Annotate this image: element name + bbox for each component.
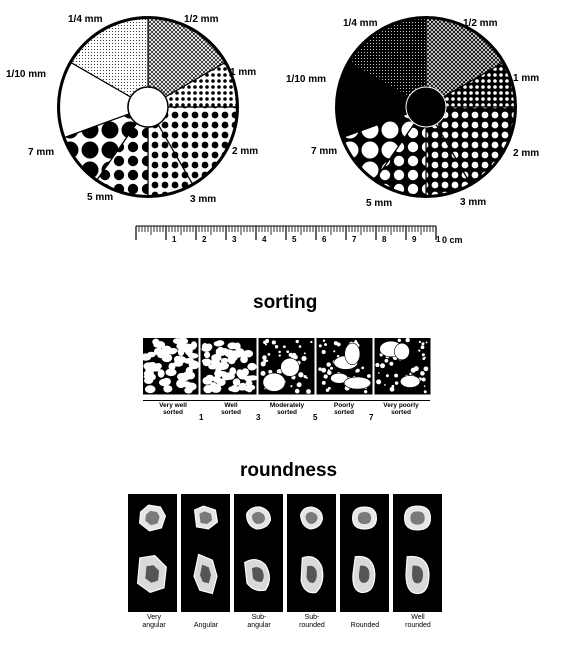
sorting-grain [375, 363, 379, 367]
sorting-grain [183, 343, 194, 352]
sorting-grain [225, 372, 235, 380]
sorting-grain [418, 350, 420, 352]
sorting-grain [386, 374, 389, 377]
label-7-mm-right: 7 mm [311, 146, 338, 157]
sorting-grain [247, 363, 256, 371]
sorting-grain [318, 367, 322, 371]
sorting-grain-large [394, 343, 409, 360]
size-wheel-light [58, 17, 238, 197]
size-wheel-dark [336, 17, 516, 197]
label-2-mm-right: 2 mm [513, 148, 540, 159]
label-2-mm-left: 2 mm [232, 146, 259, 157]
sorting-grain [202, 359, 212, 364]
sorting-grain [216, 378, 225, 386]
sorting-grain [384, 384, 386, 386]
sorting-grain [268, 353, 271, 356]
sorting-grain [398, 339, 401, 342]
sorting-grain [422, 353, 425, 356]
sorting-caption-3: Moderately sorted [269, 402, 305, 416]
sorting-grain [330, 367, 333, 370]
roundness-caption-3: Sub- angular [247, 614, 271, 629]
sorting-grain [378, 372, 380, 374]
label-3-mm-right: 3 mm [460, 197, 487, 208]
sorting-grain [144, 377, 153, 384]
sorting-grain [390, 387, 395, 392]
label-5-mm-left: 5 mm [87, 192, 114, 203]
label-half-mm-right: 1/2 mm [463, 18, 498, 29]
label-tenth-mm-right: 1/10 mm [286, 74, 327, 85]
ruler-num-3: 3 [232, 235, 237, 244]
ruler-num-1: 1 [172, 235, 177, 244]
label-half-mm-left: 1/2 mm [184, 14, 219, 25]
sorting-grain [176, 359, 183, 364]
label-7-mm-left: 7 mm [28, 147, 55, 158]
sorting-grain [367, 374, 371, 378]
sorting-grain [328, 369, 330, 371]
sorting-title: sorting [253, 292, 318, 313]
ruler-num-9: 9 [412, 235, 417, 244]
sorting-grain [385, 359, 389, 363]
sorting-grain [277, 369, 281, 373]
sorting-grain [326, 388, 329, 391]
roundness-grain-shade [358, 512, 371, 524]
sorting-grain [261, 371, 266, 376]
sorting-grain [319, 344, 322, 347]
sorting-grain [233, 378, 241, 385]
sorting-grain [158, 369, 165, 377]
sorting-scale-5: 5 [313, 413, 318, 422]
sorting-grain [173, 338, 182, 344]
sorting-grain [298, 372, 303, 377]
sorting-grain [246, 385, 253, 390]
sorting-grain [183, 373, 191, 378]
sorting-grain [180, 381, 191, 387]
sorting-grain [419, 377, 421, 379]
sorting-grain [321, 368, 326, 373]
sorting-grain [184, 358, 195, 364]
sorting-grain [153, 342, 162, 347]
sorting-grain [361, 366, 364, 369]
sorting-grain [247, 375, 258, 380]
sorting-grain [184, 387, 192, 394]
roundness-title: roundness [240, 460, 338, 481]
sorting-grain [422, 357, 425, 360]
sorting-grain [204, 352, 210, 358]
sorting-scale-1: 1 [199, 413, 204, 422]
sorting-caption-5: Very poorly sorted [383, 402, 419, 416]
sorting-grain [246, 380, 253, 386]
sorting-grain [364, 390, 367, 393]
label-tenth-mm-left: 1/10 mm [6, 69, 47, 80]
sorting-grain [422, 378, 426, 382]
sorting-grain [426, 341, 428, 343]
sorting-grain-large [263, 373, 285, 391]
roundness-panels [128, 494, 448, 614]
ruler-num-4: 4 [262, 235, 267, 244]
sorting-grain [376, 379, 381, 384]
sorting-grain [304, 352, 306, 354]
sorting-grain [262, 355, 267, 360]
sorting-grain [211, 360, 217, 365]
ruler-num-2: 2 [202, 235, 207, 244]
sorting-grain [414, 366, 419, 371]
dark-center [406, 87, 446, 127]
sorting-grain [334, 341, 338, 345]
sorting-grain [297, 382, 302, 387]
sorting-grain [278, 354, 280, 356]
sorting-scale-7: 7 [369, 413, 374, 422]
sorting-grain [394, 374, 398, 378]
sorting-grain [389, 362, 393, 366]
sorting-grain [324, 374, 328, 378]
sorting-grain [238, 372, 247, 379]
sorting-grain [306, 377, 308, 379]
sorting-caption-4: Poorly sorted [333, 402, 355, 416]
sorting-grain-large [345, 343, 360, 365]
sorting-grain [322, 381, 326, 385]
ruler-cm-label: 0 cm [442, 235, 463, 245]
sorting-grain [159, 379, 170, 387]
sorting-scale-3: 3 [256, 413, 261, 422]
sorting-grain [154, 348, 163, 355]
sorting-grain [421, 342, 424, 345]
ruler-num-5: 5 [292, 235, 297, 244]
roundness-caption-1: Very angular [142, 614, 166, 629]
sorting-grain [239, 383, 247, 390]
sorting-grain [275, 345, 278, 348]
sorting-grain [424, 385, 426, 387]
sorting-grain [224, 349, 234, 357]
sorting-grain [243, 350, 253, 357]
sorting-grain [214, 341, 223, 347]
sorting-grain [301, 356, 306, 361]
sorting-grain [380, 363, 385, 368]
label-5-mm-right: 5 mm [366, 198, 393, 209]
sorting-grain-large [281, 358, 300, 376]
sorting-grain [333, 350, 335, 352]
light-center [128, 87, 168, 127]
sorting-grain [263, 341, 266, 344]
sorting-grain [323, 340, 325, 342]
label-quarter-mm-left: 1/4 mm [68, 14, 103, 25]
roundness-caption-4: Sub- rounded [299, 614, 325, 629]
sorting-grain [261, 361, 266, 366]
sorting-grain [296, 340, 299, 343]
sorting-grain-large [344, 377, 371, 389]
sorting-grain [421, 345, 425, 349]
sorting-grain [293, 355, 297, 359]
sorting-grain [424, 390, 427, 393]
sorting-grain [216, 348, 223, 353]
sorting-grain [166, 369, 177, 377]
sorting-grain [395, 381, 398, 384]
sorting-grain [283, 345, 286, 348]
sorting-grain [169, 348, 178, 353]
sorting-grain [164, 385, 170, 392]
sorting-grain [424, 366, 429, 371]
roundness-grain-shade [410, 511, 424, 524]
ruler-num-8: 8 [382, 235, 387, 244]
size-chart-right [282, 0, 564, 215]
sorting-grain [324, 369, 326, 371]
sorting-grain [290, 385, 292, 387]
sorting-grain [310, 341, 312, 343]
sorting-grain [278, 351, 281, 354]
sorting-grain [405, 338, 409, 342]
ruler-num-7: 7 [352, 235, 357, 244]
sorting-grain [234, 342, 240, 350]
size-chart-left [0, 0, 282, 215]
sorting-grain [356, 369, 360, 373]
sorting-grain [201, 346, 211, 351]
sorting-caption-1: Very well sorted [159, 402, 187, 416]
sorting-grain [231, 385, 238, 392]
roundness-caption-2: Angular [193, 622, 219, 629]
sorting-grain [299, 345, 302, 348]
sorting-grain [272, 340, 276, 344]
ruler-num-6: 6 [322, 235, 327, 244]
sorting-grain [326, 362, 330, 366]
roundness-caption-6: Well rounded [405, 614, 431, 629]
label-3-mm-left: 3 mm [190, 194, 217, 205]
sorting-grain [419, 341, 421, 343]
ruler-num-10: 1 [436, 235, 441, 244]
sorting-grain [420, 371, 425, 376]
label-1-mm-left: 1 mm [230, 67, 257, 78]
sorting-caption-2: Well sorted [221, 402, 241, 416]
sorting-scale-line [143, 400, 430, 401]
sorting-grain [145, 385, 156, 393]
roundness-caption-5: Rounded [350, 622, 380, 629]
sorting-grain [409, 373, 411, 375]
sorting-panels [143, 338, 435, 396]
sorting-grain [295, 389, 300, 394]
sorting-grain [327, 370, 332, 375]
sorting-grain [322, 350, 326, 354]
sorting-grain [221, 358, 229, 363]
sorting-grain [286, 350, 289, 353]
sorting-grain [203, 377, 213, 385]
label-1-mm-right: 1 mm [513, 73, 540, 84]
sorting-grain [220, 363, 229, 368]
label-quarter-mm-right: 1/4 mm [343, 18, 378, 29]
sorting-grain [214, 370, 223, 378]
sorting-grain [265, 344, 267, 346]
sorting-grain [147, 368, 154, 376]
sorting-grain [324, 343, 327, 346]
sorting-grain-large [400, 375, 420, 387]
sorting-grain [306, 389, 311, 394]
